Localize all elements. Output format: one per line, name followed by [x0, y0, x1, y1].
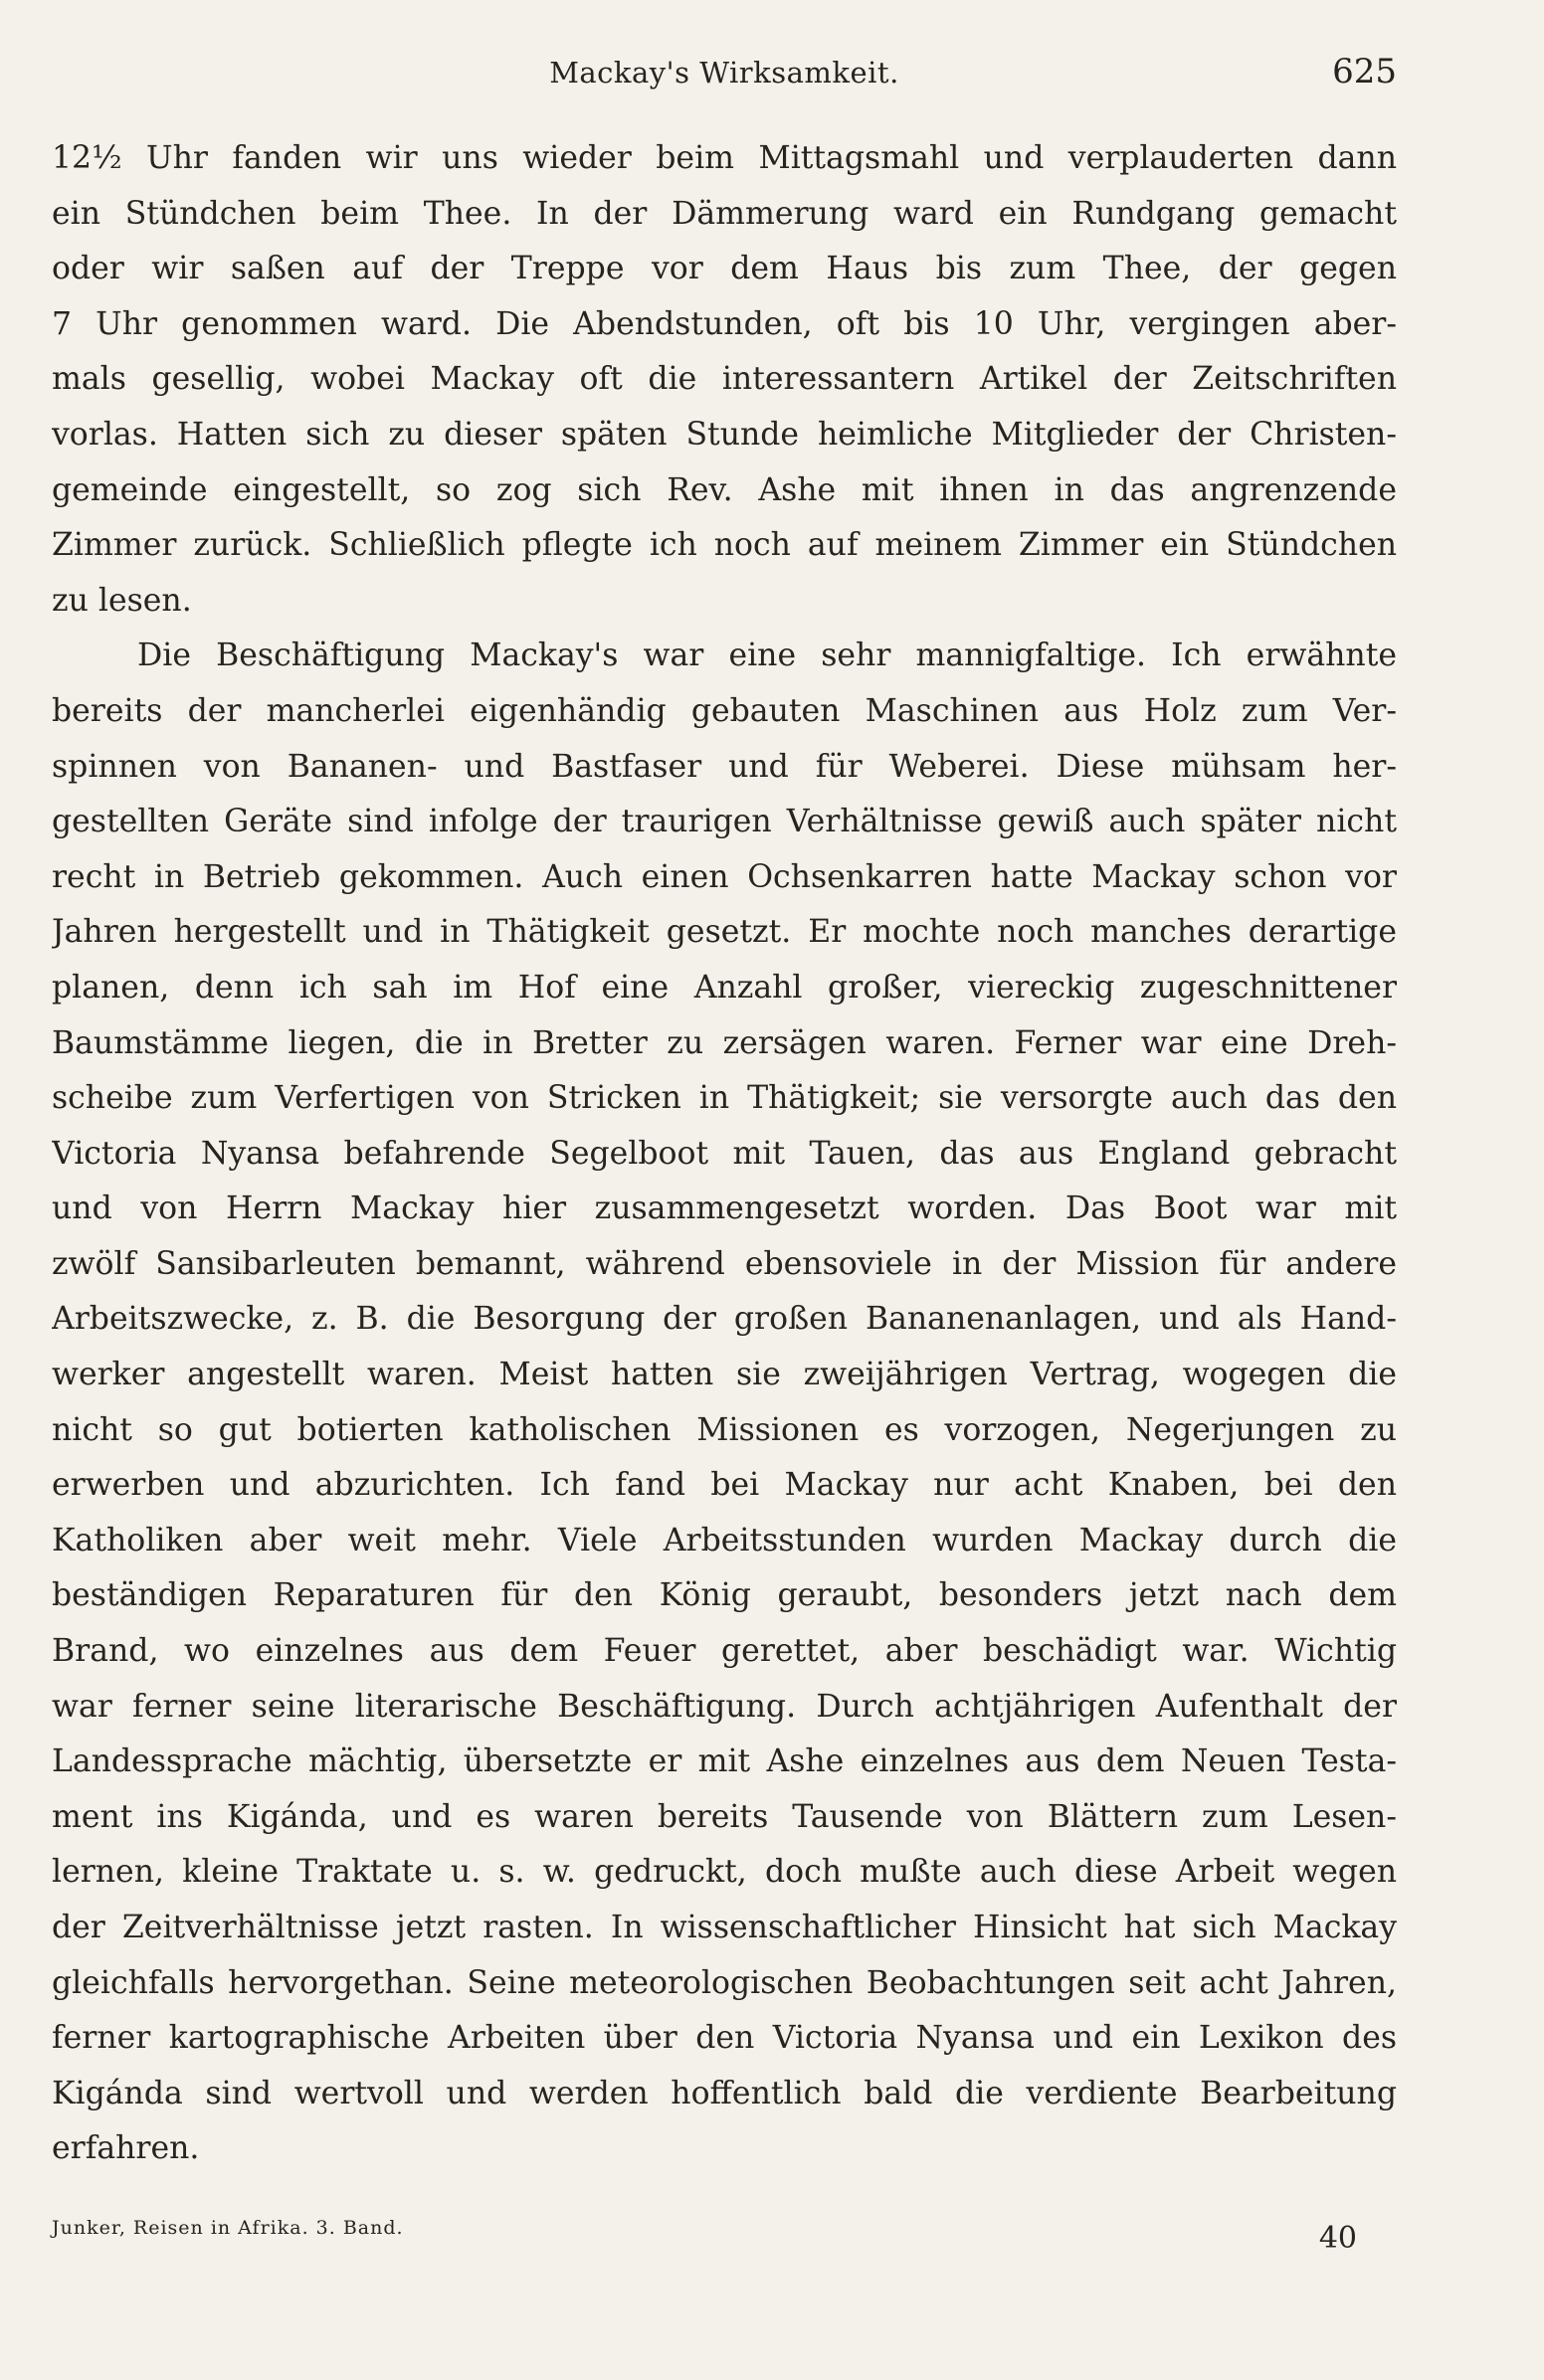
text-line: ment ins Kigánda, und es waren bereits Tausende von Blättern zum Lesen- [52, 1798, 1397, 1835]
text-line: vorlas. Hatten sich zu dieser späten Stunde heimliche Mitglieder der Christen- [52, 416, 1397, 453]
text-line: Zimmer zurück. Schließlich pflegte ich noch auf meinem Zimmer ein Stündchen [52, 527, 1397, 564]
text-line: beständigen Reparaturen für den König geraubt, besonders jetzt nach dem [52, 1577, 1397, 1614]
text-line: zwölf Sansibarleuten bemannt, während ebensoviele in der Mission für andere [52, 1245, 1397, 1282]
text-line: Kigánda sind wertvoll und werden hoffentlich bald die verdiente Bearbeitung [52, 2075, 1397, 2111]
text-line: erwerben und abzurichten. Ich fand bei Mackay nur acht Knaben, bei den [52, 1467, 1397, 1504]
text-line: lernen, kleine Traktate u. s. w. gedruckt, doch mußte auch diese Arbeit wegen [52, 1854, 1397, 1891]
text-line: und von Herrn Mackay hier zusammengesetzt worden. Das Boot war mit [52, 1190, 1397, 1227]
text-line: war ferner seine literarische Beschäftigung. Durch achtjährigen Aufenthalt der [52, 1688, 1397, 1725]
text-line: oder wir saßen auf der Treppe vor dem Haus bis zum Thee, der gegen [52, 251, 1397, 287]
text-line: 12½ Uhr fanden wir uns wieder beim Mittagsmahl und verplauderten dann [52, 140, 1397, 176]
text-line: Victoria Nyansa befahrende Segelboot mit Tauen, das aus England gebracht [52, 1135, 1397, 1172]
text-line: scheibe zum Verfertigen von Stricken in Thätigkeit; sie versorgte auch das den [52, 1080, 1397, 1117]
text-line: nicht so gut botierten katholischen Missionen es vorzogen, Negerjungen zu [52, 1411, 1397, 1448]
text-line: Jahren hergestellt und in Thätigkeit gesetzt. Er mochte noch manches derartige [52, 914, 1397, 951]
text-line: bereits der mancherlei eigenhändig gebauten Maschinen aus Holz zum Ver- [52, 692, 1397, 729]
body-text [52, 131, 1397, 2177]
text-line: recht in Betrieb gekommen. Auch einen Ochsenkarren hatte Mackay schon vor [52, 858, 1397, 895]
text-line: gestellten Geräte sind infolge der traurigen Verhältnisse gewiß auch später nicht [52, 804, 1397, 840]
text-line: Arbeitszwecke, z. B. die Besorgung der großen Bananenanlagen, und als Hand- [52, 1301, 1397, 1338]
text-line: planen, denn ich sah im Hof eine Anzahl großer, viereckig zugeschnittener [52, 969, 1397, 1006]
text-line: werker angestellt waren. Meist hatten sie zweijährigen Vertrag, wogegen die [52, 1357, 1397, 1393]
running-title: Mackay's Wirksamkeit. [549, 56, 899, 90]
text-line: erfahren. [52, 2130, 200, 2167]
text-line: mals gesellig, wobei Mackay oft die interessantern Artikel der Zeitschriften [52, 361, 1397, 398]
text-line: Katholiken aber weit mehr. Viele Arbeitsstunden wurden Mackay durch die [52, 1522, 1397, 1558]
signature-mark: 40 [1318, 2221, 1357, 2256]
text-line: zu lesen. [52, 582, 192, 619]
text-line: Brand, wo einzelnes aus dem Feuer gerettet, aber beschädigt war. Wichtig [52, 1633, 1397, 1670]
text-line: ein Stündchen beim Thee. In der Dämmerung ward ein Rundgang gemacht [52, 195, 1397, 232]
text-line: spinnen von Bananen- und Bastfaser und für Weberei. Diese mühsam her- [52, 748, 1397, 785]
text-line: Baumstämme liegen, die in Bretter zu zersägen waren. Ferner war eine Dreh- [52, 1024, 1397, 1061]
text-line: der Zeitverhältnisse jetzt rasten. In wissenschaftlicher Hinsicht hat sich Mackay [52, 1910, 1397, 1945]
text-line: Landessprache mächtig, übersetzte er mit Ashe einzelnes aus dem Neuen Testa- [52, 1743, 1397, 1780]
page-number: 625 [1332, 52, 1397, 92]
text-line: ferner kartographische Arbeiten über den Victoria Nyansa und ein Lexikon des [52, 2020, 1397, 2057]
running-head [52, 52, 1397, 99]
text-line: Die Beschäftigung Mackay's war eine sehr mannigfaltige. Ich erwähnte [137, 638, 1397, 674]
text-line: 7 Uhr genommen ward. Die Abendstunden, oft bis 10 Uhr, vergingen aber- [52, 305, 1397, 342]
page-footer [52, 2217, 1397, 2267]
text-line: gemeinde eingestellt, so zog sich Rev. Ashe mit ihnen in das angrenzende [52, 471, 1397, 508]
footer-source-note: Junker, Reisen in Afrika. 3. Band. [52, 2217, 404, 2239]
text-line: gleichfalls hervorgethan. Seine meteorologischen Beobachtungen seit acht Jahren, [52, 1964, 1397, 2001]
